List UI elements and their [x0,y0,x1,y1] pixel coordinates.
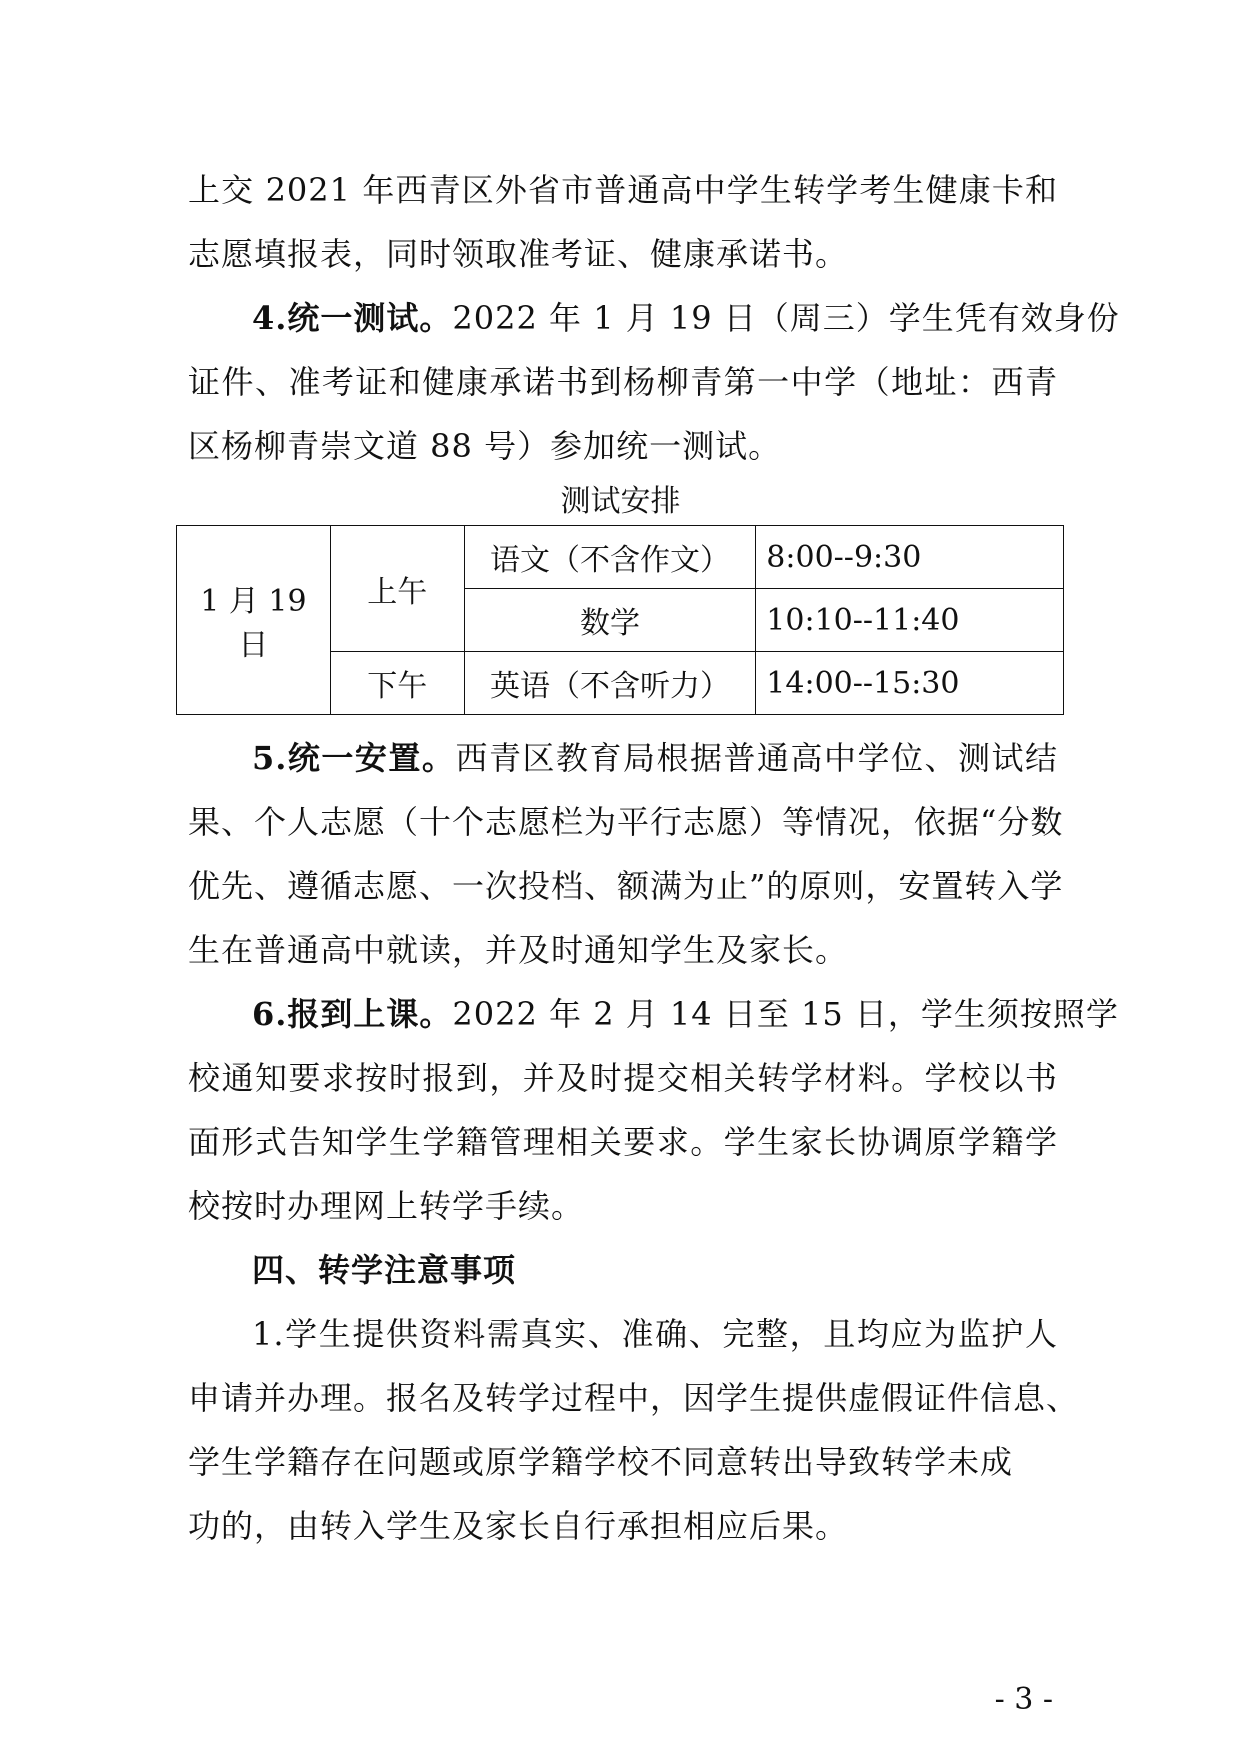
schedule-subject: 语文（不含作文） [464,526,756,589]
schedule-caption: 测试安排 [560,484,681,519]
section-4-title: 四、转学注意事项 [252,1251,517,1289]
section-4-line-4: 功的，由转入学生及家长自行承担相应后果。 [188,1507,849,1545]
para-6-line-4: 校按时办理网上转学手续。 [188,1187,585,1225]
table-row [177,526,1064,589]
schedule-date: 1 月 19 日 [177,526,331,715]
para-5-line-1-text: 西青区教育局根据普通高中学位、测试结 [455,739,1058,777]
para-3-line-2: 志愿填报表，同时领取准考证、健康承诺书。 [188,235,849,273]
schedule-morning: 上午 [330,526,464,652]
para-5-line-1 [252,738,1058,778]
schedule-time: 10:10--11:40 [756,589,1064,652]
para-4-line-3: 区杨柳青崇文道 88 号）参加统一测试。 [188,427,782,465]
para-6-line-1 [252,994,1119,1034]
section-4-line-2: 申请并办理。报名及转学过程中，因学生提供虚假证件信息、 [188,1379,1080,1417]
para-4-line-2: 证件、准考证和健康承诺书到杨柳青第一中学（地址：西青 [188,363,1058,401]
para-4-line-1 [252,298,1120,338]
para-6-line-1-text: 2022 年 2 月 14 日至 15 日，学生须按照学 [452,995,1119,1033]
para-5-heading: 5.统一安置。 [252,739,456,777]
schedule-table [176,525,1064,715]
page-number: - 3 - [994,1682,1053,1717]
section-4-line-1: 1.学生提供资料需真实、准确、完整，且均应为监护人 [252,1315,1058,1353]
para-5-line-3: 优先、遵循志愿、一次投档、额满为止”的原则，安置转入学 [188,867,1064,905]
para-6-heading: 6.报到上课。 [252,995,453,1033]
para-4-line-1-text: 2022 年 1 月 19 日（周三）学生凭有效身份 [452,299,1120,337]
para-5-line-2: 果、个人志愿（十个志愿栏为平行志愿）等情况，依据“分数 [188,803,1064,841]
para-5-line-4: 生在普通高中就读，并及时通知学生及家长。 [188,931,849,969]
para-3-line-1: 上交 2021 年西青区外省市普通高中学生转学考生健康卡和 [188,171,1058,209]
para-4-heading: 4.统一测试。 [252,299,453,337]
schedule-time: 8:00--9:30 [756,526,1064,589]
section-4-line-3: 学生学籍存在问题或原学籍学校不同意转出导致转学未成 [188,1443,1014,1481]
para-6-line-3: 面形式告知学生学籍管理相关要求。学生家长协调原学籍学 [188,1123,1058,1161]
schedule-subject: 数学 [464,589,756,652]
para-6-line-2: 校通知要求按时报到，并及时提交相关转学材料。学校以书 [188,1059,1058,1097]
schedule-time: 14:00--15:30 [756,652,1064,715]
schedule-subject: 英语（不含听力） [464,652,756,715]
schedule-afternoon: 下午 [330,652,464,715]
